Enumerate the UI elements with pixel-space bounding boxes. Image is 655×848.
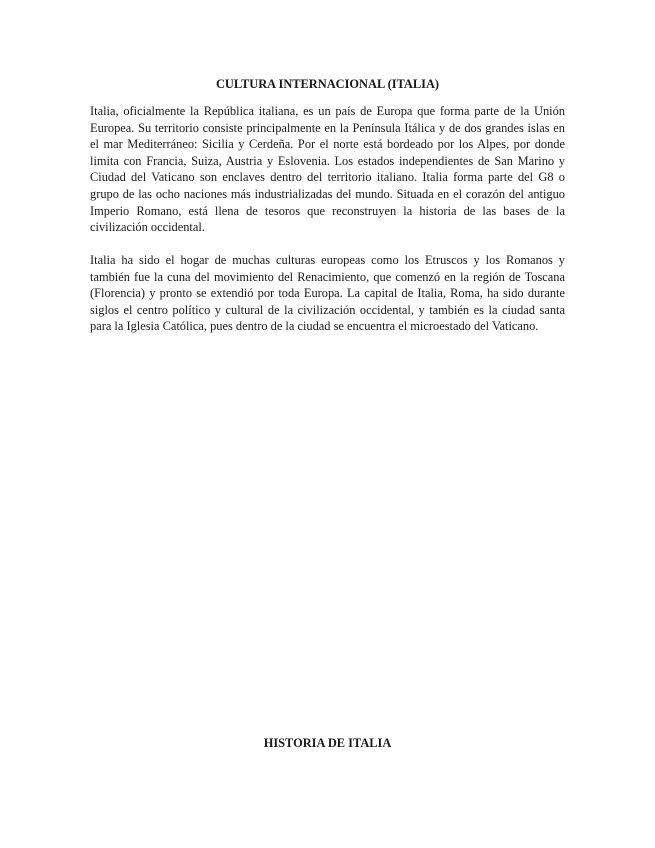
- culture-paragraph: Italia ha sido el hogar de muchas culturas europeas como los Etruscos y los Romanos y también fue la cuna del movimiento del Renacimiento, que comenzó en la región de Toscana (Florencia) y pronto se extendió por toda Europa. La capital de Italia, Roma, ha sido durante siglos el centro político y cultural de la civilización occidental, y también es la ciudad santa para la Iglesia Católica, pues dentro de la ciudad se encuentra el microestado del Vaticano.: [90, 253, 565, 334]
- section-heading-history: HISTORIA DE ITALIA: [263, 736, 392, 750]
- document-title: CULTURA INTERNACIONAL (ITALIA): [215, 77, 440, 91]
- intro-paragraph: Italia, oficialmente la República italiana, es un país de Europa que forma parte de la Unión Europea. Su territorio consiste principalmente en la Península Itálica y de dos grandes islas en el mar Mediterráneo: Sicilia y Cerdeña. Por el norte está bordeado por los Alpes, por donde limita con Francia, Suiza, Austria y Eslovenia. Los estados independientes de San Marino y Ciudad del Vaticano son enclaves dentro del territorio italiano. Italia forma parte del G8 o grupo de las ocho naciones más industrializadas del mundo. Situada en el corazón del antiguo Imperio Romano, está llena de tesoros que reconstruyen la historia de las bases de la civilización occidental.: [90, 104, 565, 235]
